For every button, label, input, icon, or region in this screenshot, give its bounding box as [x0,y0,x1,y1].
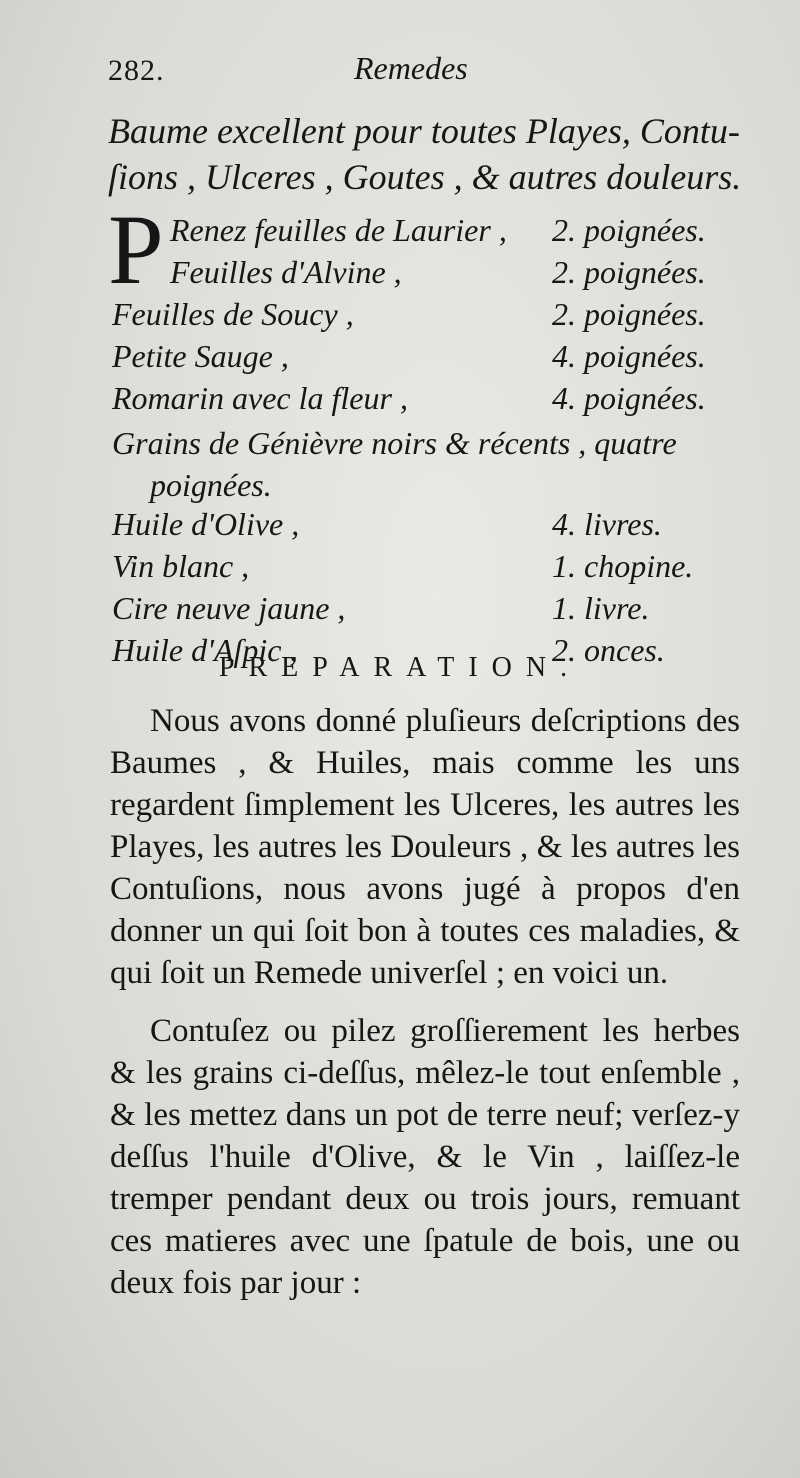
running-head: Remedes [354,50,468,86]
ingredient-name-line-1: Grains de Génièvre noirs & récents , quatre [112,425,677,461]
page-number: 282. [108,54,165,87]
ingredient-row [112,506,742,548]
ingredient-name: Vin blanc , [112,548,250,584]
ingredient-name: Feuilles d'Alvine , [170,254,402,290]
recipe-title-line-1: Baume excellent pour toutes Playes, Contu- [108,111,740,151]
ingredient-name: Renez feuilles de Laurier , [170,212,507,248]
ingredient-quantity: 4. livres. [552,506,662,542]
ingredient-row [112,296,742,338]
ingredient-row [112,548,742,590]
ingredient-row [112,422,742,506]
ingredient-quantity: 4. poignées. [552,338,706,374]
ingredient-name: Cire neuve jaune , [112,590,346,626]
ingredient-name [112,422,732,506]
recipe-title [108,108,748,200]
page-header [108,50,708,90]
ingredient-quantity: 2. poignées. [552,296,706,332]
ingredient-name: Huile d'Olive , [112,506,300,542]
drop-cap: P [108,194,164,305]
ingredient-name: Huile d'Aſpic , [112,632,298,668]
preparation-paragraph: Contuſez ou pilez groſſierement les herbes & les grains ci-deſſus, mêlez-le tout enſemble , & les mettez dans un pot de terre neuf; verſez-y deſſus l'huile d'Olive, & le Vin , laiſſez-le tremper pendant deux ou trois jours, remuant ces matieres avec une ſpatule de bois, une ou deux fois par jour : [110,1013,740,1301]
ingredient-name: Romarin avec la fleur , [112,380,408,416]
ingredient-row [112,380,742,422]
recipe-title-line-2: ſions , Ulceres , Goutes , & autres douleurs. [108,157,742,197]
ingredient-row [112,254,742,296]
ingredient-row [112,590,742,632]
ingredient-quantity: 2. poignées. [552,212,706,248]
ingredient-list [108,194,742,674]
ingredient-row [112,338,742,380]
preparation-heading: PREPARATION. [218,652,582,683]
ingredient-quantity: 1. chopine. [552,548,694,584]
ingredient-quantity: 2. onces. [552,632,665,668]
ingredient-name-continuation: poignées. [150,467,272,503]
ingredient-name: Feuilles de Soucy , [112,296,354,332]
ingredient-name: Petite Sauge , [112,338,289,374]
preparation-paragraph: Nous avons donné pluſieurs deſcriptions des Baumes , & Huiles, mais comme les uns regardent ſimplement les Ulceres, les autres les Playes, les autres les Douleurs , & les autres les Contuſions, nous avons jugé à propos d'en donner un qui ſoit bon à toutes ces maladies, & qui ſoit un Remede univerſel ; en voici un. [110,703,740,991]
ingredient-quantity: 1. livre. [552,590,650,626]
ingredient-quantity: 2. poignées. [552,254,706,290]
ingredient-quantity: 4. poignées. [552,380,706,416]
